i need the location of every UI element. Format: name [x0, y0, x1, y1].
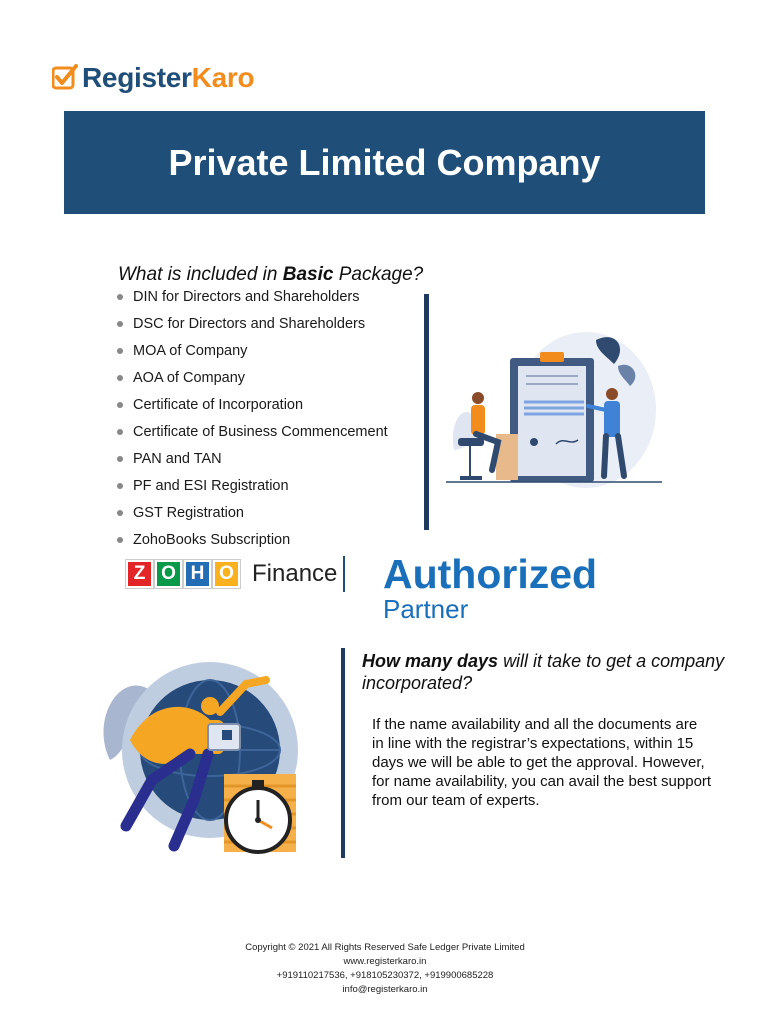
zoho-letter: Z — [126, 560, 153, 588]
package-feature-item: ZohoBooks Subscription — [117, 529, 388, 556]
days-question — [362, 650, 742, 694]
brand-logo — [52, 62, 254, 94]
checkmark-logo-icon — [52, 64, 78, 92]
package-feature-item: GST Registration — [117, 502, 388, 529]
header-banner — [64, 111, 705, 214]
basic-question-post: Package? — [338, 264, 424, 285]
zoho-letter: O — [213, 560, 240, 588]
package-feature-item: Certificate of Business Commencement — [117, 421, 388, 448]
package-feature-item: AOA of Company — [117, 367, 388, 394]
days-answer-paragraph: If the name availability and all the documents are in line with the registrar’s expectations, within 15 days we will be able to get the approval. However, for name availability, you can avail the best support from our team of experts. — [372, 716, 712, 809]
package-feature-item: PF and ESI Registration — [117, 475, 388, 502]
basic-package-question — [118, 264, 423, 286]
page-title: Private Limited Company — [168, 141, 601, 183]
days-question-rest: will it take to get a company incorporated? — [362, 651, 725, 693]
package-feature-item: MOA of Company — [117, 340, 388, 367]
package-feature-list — [117, 286, 388, 556]
basic-question-pre: What is included in — [118, 264, 278, 285]
zoho-letters — [126, 560, 242, 588]
days-question-bold: How many days — [362, 651, 499, 671]
logo-text-karo: Karo — [191, 62, 255, 93]
zoho-letter: O — [155, 560, 182, 588]
logo-text-register: Register — [82, 62, 192, 93]
footer-copyright: Copyright © 2021 All Rights Reserved Safe Ledger Private Limited — [245, 942, 525, 953]
zoho-finance-text: Finance — [252, 560, 338, 587]
footer-email: info@registerkaro.in — [342, 984, 428, 995]
page-footer — [0, 941, 768, 997]
footer-website: www.registerkaro.in — [343, 956, 427, 967]
partner-subheading: Partner — [383, 594, 469, 624]
authorized-heading: Authorized — [383, 551, 598, 597]
logo-separator — [343, 556, 345, 592]
zoho-letter: H — [184, 560, 211, 588]
package-feature-item: DIN for Directors and Shareholders — [117, 286, 388, 313]
superhero-stopwatch-illustration-icon — [90, 650, 310, 860]
package-feature-item: Certificate of Incorporation — [117, 394, 388, 421]
zoho-finance-logo — [126, 556, 345, 592]
divider-vertical — [424, 294, 429, 530]
package-feature-item: PAN and TAN — [117, 448, 388, 475]
document-review-illustration-icon — [446, 330, 662, 490]
logo-text — [82, 62, 254, 94]
package-feature-item: DSC for Directors and Shareholders — [117, 313, 388, 340]
basic-question-bold: Basic — [282, 264, 334, 285]
footer-phones: +919110217536, +918105230372, +919900685228 — [276, 970, 494, 981]
divider-vertical-2 — [341, 648, 345, 858]
